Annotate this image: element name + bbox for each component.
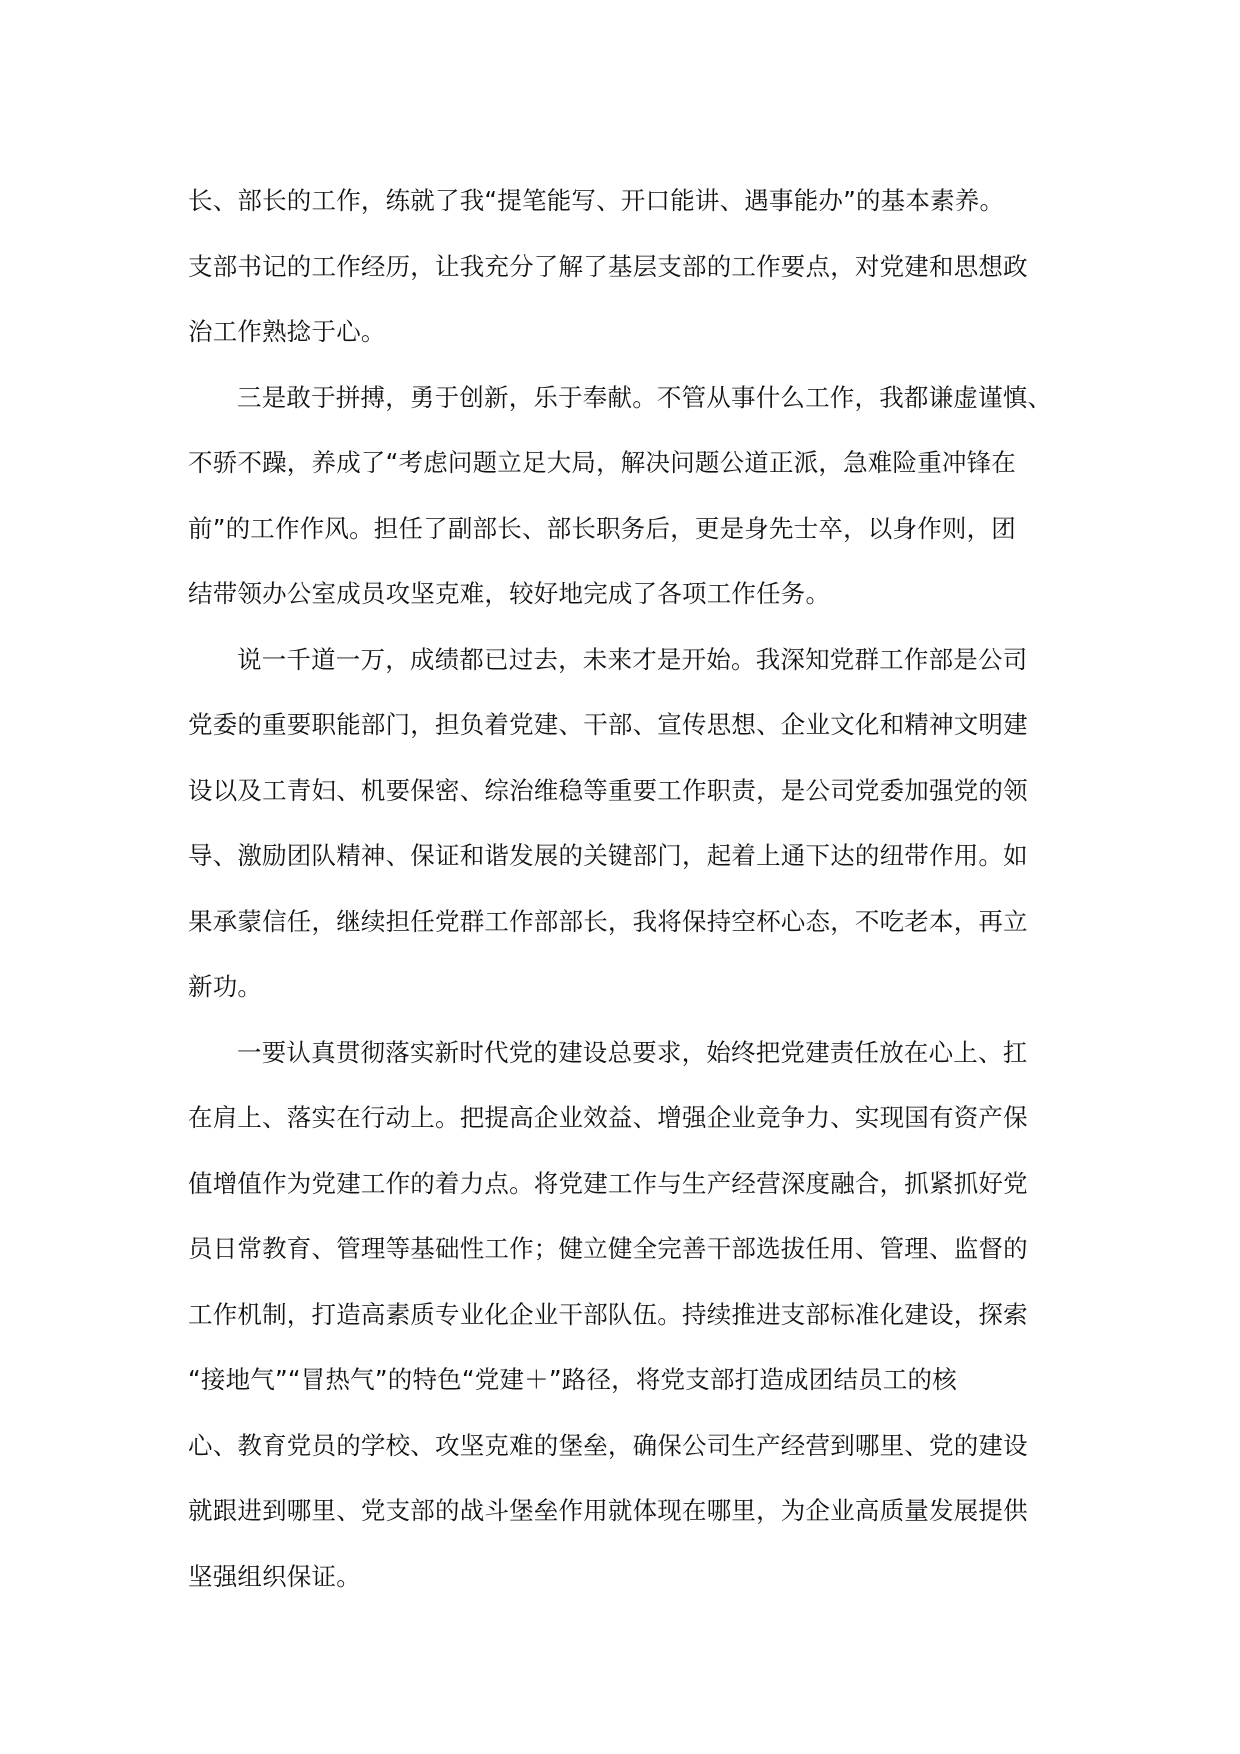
paragraph-1: [188, 168, 1070, 365]
text-line: 新功。: [188, 972, 263, 1001]
paragraph-4: [188, 1020, 1070, 1610]
text-line: 不骄不躁，养成了“考虑问题立足大局，解决问题公道正派，急难险重冲锋在: [188, 448, 1016, 477]
text-line: 长、部长的工作，练就了我“提笔能写、开口能讲、遇事能办”的基本素养。: [188, 186, 1005, 215]
text-line: 在肩上、落实在行动上。把提高企业效益、增强企业竞争力、实现国有资产保: [188, 1103, 1028, 1132]
text-line: 一要认真贯彻落实新时代党的建设总要求，始终把党建责任放在心上、扛: [237, 1037, 1028, 1067]
text-line: 工作机制，打造高素质专业化企业干部队伍。持续推进支部标准化建设，探索: [188, 1299, 1028, 1329]
text-line: 说一千道一万，成绩都已过去，未来才是开始。我深知党群工作部是公司: [237, 644, 1028, 674]
text-line: 坚强组织保证。: [188, 1561, 361, 1591]
text-line: 结带领办公室成员攻坚克难，较好地完成了各项工作任务。: [188, 579, 831, 608]
text-line: 值增值作为党建工作的着力点。将党建工作与生产经营深度融合，抓紧抓好党: [188, 1168, 1028, 1198]
text-line: 导、激励团队精神、保证和谐发展的关键部门，起着上通下达的纽带作用。如: [188, 841, 1028, 870]
text-line: 设以及工青妇、机要保密、综治维稳等重要工作职责，是公司党委加强党的领: [188, 775, 1028, 805]
text-line: 员日常教育、管理等基础性工作；健立健全完善干部选拔任用、管理、监督的: [188, 1234, 1028, 1263]
paragraph-2: [188, 365, 1070, 627]
text-line: 党委的重要职能部门，担负着党建、干部、宣传思想、企业文化和精神文明建: [188, 710, 1028, 739]
text-line: 心、教育党员的学校、攻坚克难的堡垒，确保公司生产经营到哪里、党的建设: [188, 1430, 1028, 1460]
text-line: 支部书记的工作经历，让我充分了解了基层支部的工作要点，对党建和思想政: [188, 251, 1028, 281]
text-line: 治工作熟捻于心。: [188, 317, 386, 346]
document-body: [188, 168, 1070, 1609]
text-line: 三是敢于拼搏，勇于创新，乐于奉献。不管从事什么工作，我都谦虚谨慎、: [237, 382, 1053, 412]
text-line: 前”的工作作风。担任了副部长、部长职务后，更是身先士卒，以身作则，团: [188, 513, 1016, 543]
text-line: 就跟进到哪里、党支部的战斗堡垒作用就体现在哪里，为企业高质量发展提供: [188, 1496, 1028, 1525]
text-line: “接地气”“冒热气”的特色“党建＋”路径，将党支部打造成团结员工的核: [188, 1365, 957, 1394]
paragraph-3: [188, 627, 1070, 1020]
text-line: 果承蒙信任，继续担任党群工作部部长，我将保持空杯心态，不吃老本，再立: [188, 906, 1028, 936]
